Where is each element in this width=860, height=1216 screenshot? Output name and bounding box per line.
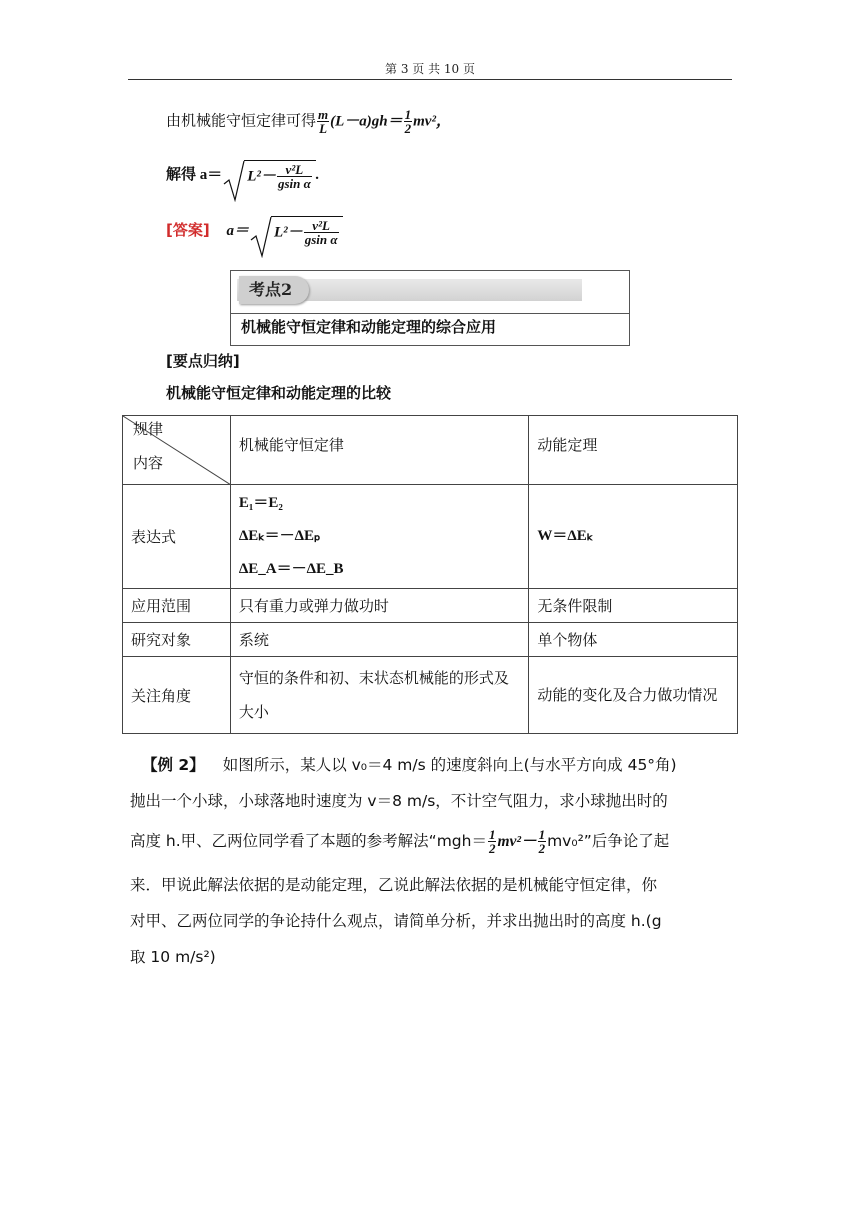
frac-num: v²L [304, 219, 339, 233]
row-label: 研究对象 [123, 623, 231, 657]
frac-den: gsin α [304, 232, 338, 247]
example-line-3 [130, 822, 742, 861]
fraction-half [404, 108, 413, 135]
knowledge-point-box [230, 270, 630, 346]
solve-prefix: 解得 a＝ [166, 167, 223, 183]
fraction-m-over-l [317, 108, 329, 135]
fraction-v2l-over-gsin [277, 163, 312, 190]
example-line-4: 来．甲说此解法依据的是动能定理，乙说此解法依据的是机械能守恒定律，你 [130, 876, 658, 894]
table-row [123, 485, 738, 589]
expression-cell [230, 485, 528, 589]
comparison-table [122, 415, 738, 734]
derivation-line-1 [166, 108, 451, 135]
derivation-line-2 [166, 160, 320, 190]
header-rule [128, 79, 732, 80]
table-cell: 系统 [230, 623, 528, 657]
solve-tail: . [315, 167, 320, 183]
example-text: mv²－ [497, 833, 537, 850]
table-cell: 守恒的条件和初、末状态机械能的形式及大小 [230, 657, 528, 734]
fraction-half [488, 828, 497, 855]
example-line-6: 取 10 m/s²) [130, 948, 216, 966]
corner-bottom: 内容 [133, 454, 164, 472]
kp-divider [231, 313, 629, 314]
derivation-tail: mv²， [413, 113, 451, 130]
formula-line: E₁＝E₂ [238, 495, 283, 511]
frac-den: L [319, 121, 328, 136]
frac-den: 2 [488, 841, 496, 856]
example-text: 高度 h.甲、乙两位同学看了本题的参考解法“mgh＝ [130, 832, 487, 850]
section-heading: [要点归纳] [166, 352, 240, 370]
table-row [123, 657, 738, 734]
corner-cell [123, 416, 231, 485]
page-indicator: 第 3 页 共 10 页 [385, 62, 475, 76]
frac-den: gsin α [277, 176, 311, 191]
example-text: mv₀²”后争论了起 [547, 832, 670, 850]
answer-line [166, 216, 343, 246]
frac-num: v²L [277, 163, 312, 177]
kp-title: 机械能守恒定律和动能定理的综合应用 [241, 318, 497, 336]
kp-label: 考点2 [249, 280, 293, 299]
formula-line: ΔE_A＝－ΔE_B [238, 561, 344, 577]
work-energy-formula: W＝ΔEₖ [529, 485, 738, 589]
col1-header: 机械能守恒定律 [230, 416, 528, 485]
row-label: 关注角度 [123, 657, 231, 734]
table-header-row [123, 416, 738, 485]
fraction-half [538, 828, 547, 855]
table-cell: 单个物体 [529, 623, 738, 657]
table-row [123, 589, 738, 623]
example-line-1 [130, 746, 742, 784]
example-text: 如图所示，某人以 v₀＝4 m/s 的速度斜向上(与水平方向成 45°角) [222, 756, 677, 774]
col2-header: 动能定理 [529, 416, 738, 485]
row-label: 应用范围 [123, 589, 231, 623]
sqrt-head: L²－ [274, 224, 303, 241]
example-tag: 【例 2】 [142, 756, 205, 774]
section-subheading: 机械能守恒定律和动能定理的比较 [166, 384, 392, 402]
derivation-mid: (L－a)gh＝ [330, 113, 403, 130]
example-line-5: 对甲、乙两位同学的争论持什么观点，请简单分析，并求出抛出时的高度 h.(g [130, 912, 662, 930]
answer-lhs: a＝ [226, 223, 250, 239]
example-line-2: 抛出一个小球，小球落地时速度为 v＝8 m/s，不计空气阻力，求小球抛出时的 [130, 792, 668, 810]
square-root [249, 216, 343, 246]
row-label: 表达式 [123, 485, 231, 589]
table-cell: 无条件限制 [529, 589, 738, 623]
corner-top: 规律 [133, 420, 164, 438]
table-cell: 只有重力或弹力做功时 [230, 589, 528, 623]
derivation-prefix: 由机械能守恒定律可得 [166, 111, 317, 130]
frac-num: m [318, 107, 329, 122]
formula-line: ΔEₖ＝－ΔEₚ [238, 528, 321, 544]
frac-num: 1 [404, 107, 412, 122]
table-cell: 动能的变化及合力做功情况 [529, 657, 738, 734]
table-row [123, 623, 738, 657]
answer-tag: [答案] [166, 221, 210, 239]
frac-den: 2 [404, 121, 412, 136]
square-root [222, 160, 316, 190]
frac-num: 1 [538, 827, 546, 842]
frac-den: 2 [538, 841, 546, 856]
fraction-v2l-over-gsin [304, 219, 339, 246]
frac-num: 1 [488, 827, 496, 842]
sqrt-head: L²－ [247, 168, 276, 185]
